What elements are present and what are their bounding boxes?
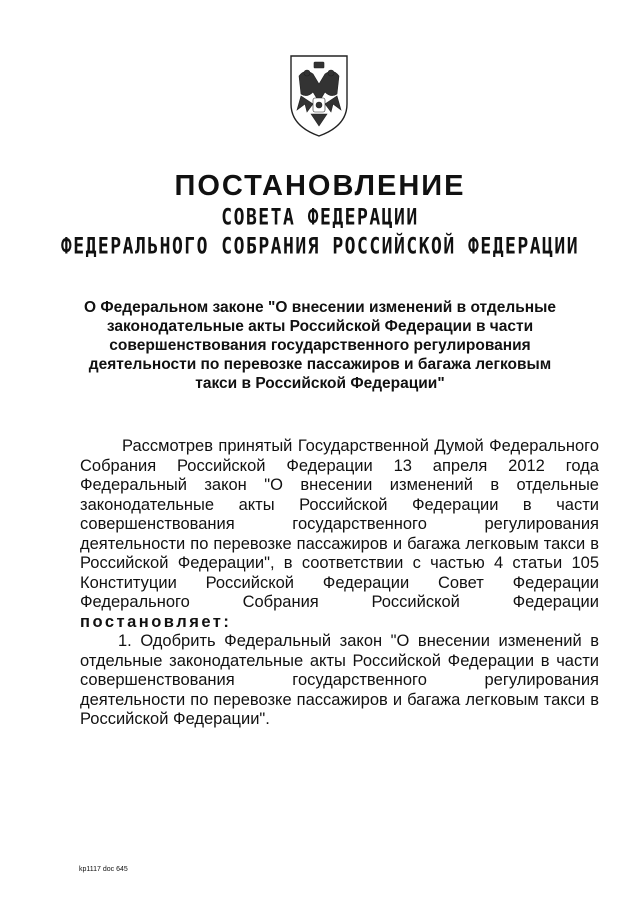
document-title: ПОСТАНОВЛЕНИЕ [174,170,466,202]
resolve-word: постановляет: [80,612,232,631]
preamble-text: Рассмотрев принятый Государственной Думой Федерального Собрания Российской Федерации 13 апреля 2012 года Федеральный закон "О внесении изменений в отдельные законодательные акты Российской Федерации в части совершенствования государственного регулирования деятельности по перевозке пассажиров и багажа легковым такси в Российской Федерации", в соответствии с частью 4 статьи 105 Конституции Российской Федерации Совет Федерации Федерального Собрания Российской Федерации [80,437,599,611]
issuer-line-1: СОВЕТА ФЕДЕРАЦИИ [221,204,419,231]
law-title: О Федеральном законе "О внесении изменений в отдельные законодательные акты Российской Федерации в части совершенствования государственного регулирования деятельности по перевозке пассажиров и багажа легковым такси в Российской Федерации" [84,299,556,392]
issuer-line-2: ФЕДЕРАЛЬНОГО СОБРАНИЯ РОССИЙСКОЙ ФЕДЕРАЦИИ [60,233,580,260]
document-code: kp1117 doc 645 [79,866,128,873]
coat-of-arms-icon [285,54,353,138]
preamble-paragraph [80,437,599,632]
resolution-point-1: 1. Одобрить Федеральный закон "О внесении изменений в отдельные законодательные акты Российской Федерации в части совершенствования государственного регулирования деятельности по перевозке пассажиров и багажа легковым такси в Российской Федерации". [80,632,599,728]
